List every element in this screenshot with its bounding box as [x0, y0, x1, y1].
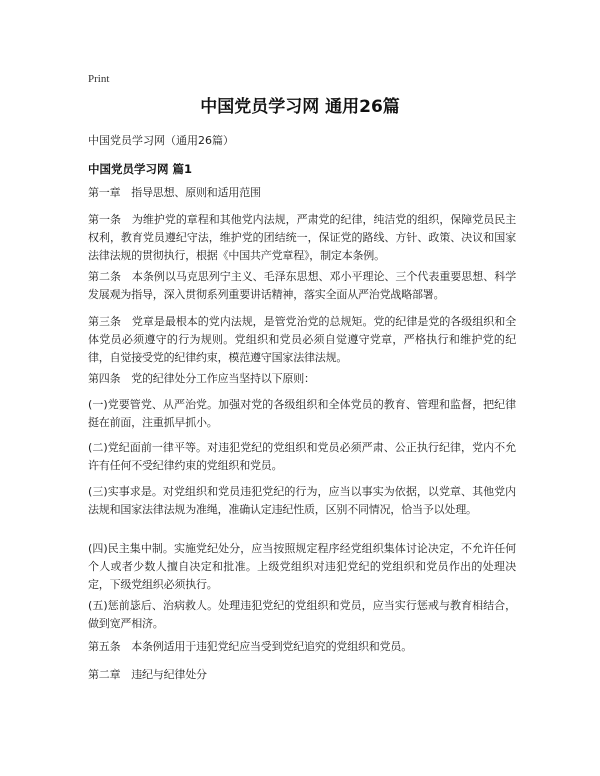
section-heading: 中国党员学习网 篇1: [88, 162, 193, 176]
article-paragraph: 第二条 本条例以马克思列宁主义、毛泽东思想、邓小平理论、三个代表重要思想、科学发展观为指导，深入贯彻系列重要讲话精神，落实全面从严治党战略部署。: [88, 270, 516, 301]
chapter-heading: 第二章 违纪与纪律处分: [88, 668, 207, 681]
article-paragraph: 第三条 党章是最根本的党内法规，是管党治党的总规矩。党的纪律是党的各级组织和全体党员必须遵守的行为规则。党组织和党员必须自觉遵守党章，严格执行和维护党的纪律，自觉接受党的纪律约束，模范遵守国家法律法规。: [88, 315, 516, 364]
document-title: 中国党员学习网 通用26篇: [200, 97, 400, 117]
principle-paragraph: (五)惩前毖后、治病救人。处理违犯党纪的党组织和党员，应当实行惩戒与教育相结合，做到宽严相济。: [88, 599, 516, 630]
principle-paragraph: (三)实事求是。对党组织和党员违犯党纪的行为，应当以事实为依据，以党章、其他党内法规和国家法律法规为准绳，准确认定违纪性质，区别不同情况，恰当予以处理。: [88, 485, 516, 516]
article-paragraph: 第四条 党的纪律处分工作应当坚持以下原则：: [88, 372, 315, 385]
article-paragraph: 第五条 本条例适用于违犯党纪应当受到党纪追究的党组织和党员。: [88, 640, 412, 653]
print-link[interactable]: Print: [88, 73, 110, 85]
principle-paragraph: (四)民主集中制。实施党纪处分，应当按照规定程序经党组织集体讨论决定，不允许任何个人或者少数人擅自决定和批准。上级党组织对违犯党纪的党组织和党员作出的处理决定，下级党组织必须执行。: [88, 542, 516, 591]
document-subtitle: 中国党员学习网（通用26篇）: [88, 134, 234, 147]
principle-paragraph: (二)党纪面前一律平等。对违犯党纪的党组织和党员必须严肃、公正执行纪律，党内不允许有任何不受纪律约束的党组织和党员。: [88, 441, 516, 472]
chapter-heading: 第一章 指导思想、原则和适用范围: [88, 186, 261, 199]
principle-paragraph: (一)党要管党、从严治党。加强对党的各级组织和全体党员的教育、管理和监督，把纪律挺在前面，注重抓早抓小。: [88, 398, 516, 429]
article-paragraph: 第一条 为维护党的章程和其他党内法规，严肃党的纪律，纯洁党的组织，保障党员民主权利，教育党员遵纪守法，维护党的团结统一，保证党的路线、方针、政策、决议和国家法律法规的贯彻执行，根据《中国共产党章程》，制定本条例。: [88, 213, 516, 262]
